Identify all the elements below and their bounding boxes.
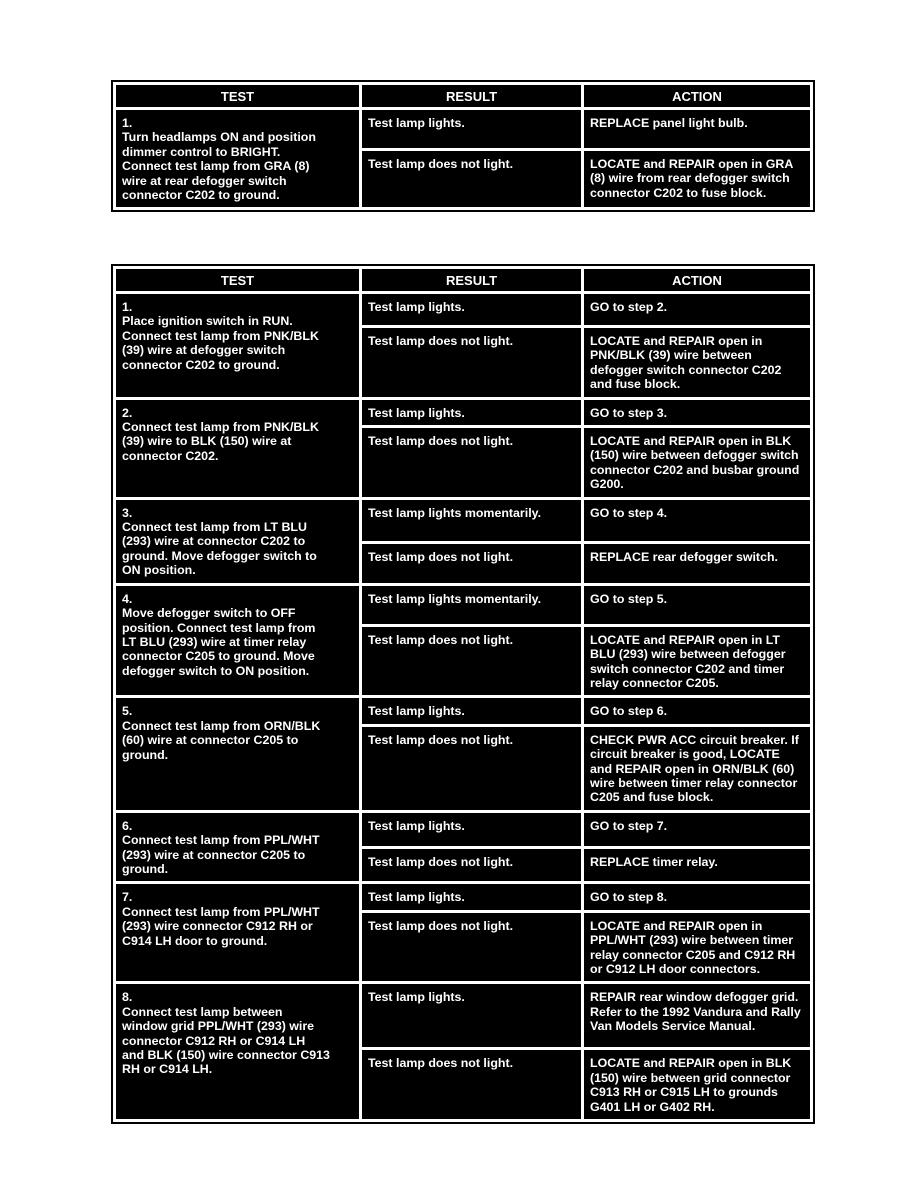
- action-cell: LOCATE and REPAIR open in PNK/BLK (39) wire between defogger switch connector C202 and fuse block.: [584, 328, 810, 397]
- test-text: Connect test lamp from ORN/BLK (60) wire at connector C205 to ground.: [122, 718, 321, 762]
- action-cell: GO to step 4.: [584, 500, 810, 541]
- action-cell: LOCATE and REPAIR open in PPL/WHT (293) wire between timer relay connector C205 and C912 RH or C912 LH door connectors.: [584, 913, 810, 982]
- table-row: [116, 110, 810, 148]
- table-row: [116, 698, 810, 723]
- result-cell: Test lamp lights.: [362, 110, 581, 148]
- table-header-row: [116, 85, 810, 107]
- step-number: 8.: [122, 990, 133, 1005]
- result-cell: Test lamp does not light.: [362, 627, 581, 696]
- result-cell: Test lamp lights momentarily.: [362, 500, 581, 541]
- action-cell: GO to step 6.: [584, 698, 810, 723]
- result-cell: Test lamp lights.: [362, 294, 581, 325]
- result-cell: Test lamp does not light.: [362, 544, 581, 583]
- test-cell: [116, 500, 359, 583]
- test-cell: [116, 984, 359, 1119]
- diagnostic-table-2: [111, 264, 815, 1124]
- step-number: 3.: [122, 505, 133, 520]
- step-number: 4.: [122, 591, 133, 606]
- result-cell: Test lamp does not light.: [362, 328, 581, 397]
- step-number: 2.: [122, 405, 133, 420]
- step-number: 1.: [122, 300, 133, 314]
- action-cell: GO to step 3.: [584, 400, 810, 425]
- table-row: [116, 884, 810, 909]
- result-cell: Test lamp does not light.: [362, 727, 581, 810]
- action-cell: GO to step 5.: [584, 586, 810, 624]
- action-cell: REPAIR rear window defogger grid. Refer to the 1992 Vandura and Rally Van Models Service Manual.: [584, 984, 810, 1047]
- test-text: Move defogger switch to OFF position. Connect test lamp from LT BLU (293) wire at timer relay connector C205 to ground. Move defogger switch to ON position.: [122, 606, 316, 678]
- action-cell: GO to step 8.: [584, 884, 810, 909]
- test-cell: [116, 813, 359, 882]
- action-cell: REPLACE panel light bulb.: [584, 110, 810, 148]
- result-cell: Test lamp lights.: [362, 698, 581, 723]
- result-cell: Test lamp does not light.: [362, 428, 581, 497]
- result-cell: Test lamp lights.: [362, 813, 581, 846]
- action-cell: GO to step 2.: [584, 294, 810, 325]
- test-cell: [116, 586, 359, 696]
- result-cell: Test lamp lights.: [362, 884, 581, 909]
- header-action: ACTION: [584, 85, 810, 107]
- step-number: 6.: [122, 818, 133, 833]
- test-text: Connect test lamp from PPL/WHT (293) wire at connector C205 to ground.: [122, 833, 320, 876]
- result-cell: Test lamp lights.: [362, 984, 581, 1047]
- result-cell: Test lamp lights.: [362, 400, 581, 425]
- test-cell: [116, 294, 359, 397]
- test-text: Connect test lamp between window grid PPL/WHT (293) wire connector C912 RH or C914 LH and BLK (150) wire connector C913 RH or C914 LH.: [122, 1004, 330, 1077]
- action-cell: REPLACE timer relay.: [584, 849, 810, 882]
- header-test: TEST: [116, 85, 359, 107]
- table-row: [116, 294, 810, 325]
- action-cell: LOCATE and REPAIR open in BLK (150) wire between grid connector C913 RH or C915 LH to grounds G401 LH or G402 RH.: [584, 1050, 810, 1119]
- table-row: [116, 586, 810, 624]
- test-cell: [116, 698, 359, 809]
- test-cell: [116, 884, 359, 981]
- action-cell: LOCATE and REPAIR open in BLK (150) wire between defogger switch connector C202 and busbar ground G200.: [584, 428, 810, 497]
- table-row: [116, 813, 810, 846]
- header-result: RESULT: [362, 85, 581, 107]
- action-cell: CHECK PWR ACC circuit breaker. If circuit breaker is good, LOCATE and REPAIR open in ORN/BLK (60) wire between timer relay connector C205 and fuse block.: [584, 727, 810, 810]
- step-number: 7.: [122, 890, 133, 905]
- result-cell: Test lamp lights momentarily.: [362, 586, 581, 624]
- table-header-row: [116, 269, 810, 291]
- test-cell: [116, 110, 359, 207]
- action-cell: GO to step 7.: [584, 813, 810, 846]
- test-text: Place ignition switch in RUN. Connect test lamp from PNK/BLK (39) wire at defogger switch connector C202 to ground.: [122, 314, 319, 372]
- test-text: Connect test lamp from PNK/BLK (39) wire to BLK (150) wire at connector C202.: [122, 420, 319, 463]
- header-result: RESULT: [362, 269, 581, 291]
- diagnostic-table-1: [111, 80, 815, 212]
- result-cell: Test lamp does not light.: [362, 849, 581, 882]
- table-row: [116, 400, 810, 425]
- test-text: Connect test lamp from PPL/WHT (293) wire connector C912 RH or C914 LH door to ground.: [122, 904, 320, 948]
- result-cell: Test lamp does not light.: [362, 151, 581, 207]
- action-cell: REPLACE rear defogger switch.: [584, 544, 810, 583]
- header-test: TEST: [116, 269, 359, 291]
- step-number: 5.: [122, 704, 133, 719]
- table-row: [116, 984, 810, 1047]
- result-cell: Test lamp does not light.: [362, 1050, 581, 1119]
- result-cell: Test lamp does not light.: [362, 913, 581, 982]
- action-cell: LOCATE and REPAIR open in LT BLU (293) wire between defogger switch connector C202 and timer relay connector C205.: [584, 627, 810, 696]
- table-row: [116, 500, 810, 541]
- header-action: ACTION: [584, 269, 810, 291]
- step-number: 1.: [122, 116, 133, 130]
- test-text: Turn headlamps ON and position dimmer control to BRIGHT. Connect test lamp from GRA (8) wire at rear defogger switch connector C202 to ground.: [122, 130, 316, 203]
- test-cell: [116, 400, 359, 497]
- test-text: Connect test lamp from LT BLU (293) wire at connector C202 to ground. Move defogger switch to ON position.: [122, 520, 317, 578]
- action-cell: LOCATE and REPAIR open in GRA (8) wire from rear defogger switch connector C202 to fuse block.: [584, 151, 810, 207]
